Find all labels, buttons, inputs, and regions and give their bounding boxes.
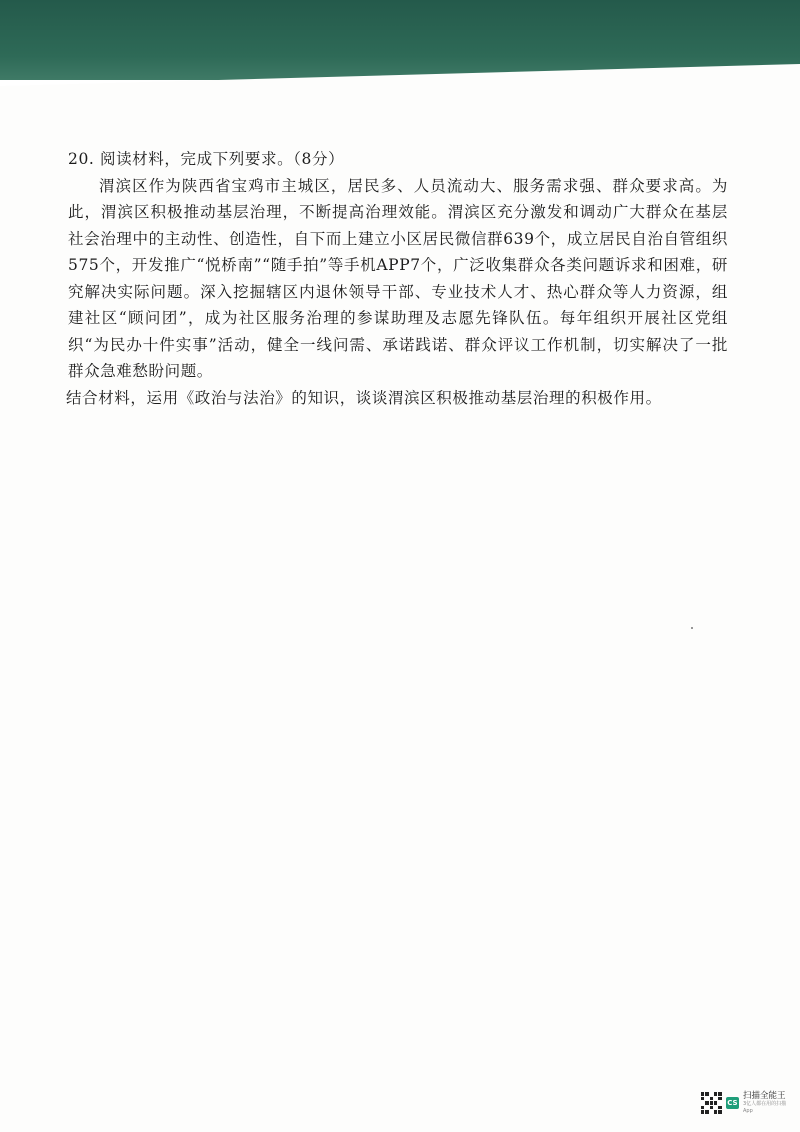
cs-logo: CS — [727, 1099, 738, 1107]
material-paragraph: 渭滨区作为陕西省宝鸡市主城区，居民多、人员流动大、服务需求强、群众要求高。为此，渭滨区积极推动基层治理，不断提高治理效能。渭滨区充分激发和调动广大群众在基层社会治理中的主动性、创造性，自下而上建立小区居民微信群639个，成立居民自治自管组织575个，开发推广“悦桥南”“随手拍”等手机APP7个，广泛收集群众各类问题诉求和困难，研究解决实际问题。深入挖掘辖区内退休领导干部、专业技术人才、热心群众等人力资源，组建社区“顾问团”，成为社区服务治理的参谋助理及志愿先锋队伍。每年组织开展社区党组织“为民办十件实事”活动，健全一线问需、承诺践诺、群众评议工作机制，切实解决了一批群众急难愁盼问题。 — [68, 176, 728, 380]
question-task: 结合材料，运用《政治与法治》的知识，谈谈渭滨区积极推动基层治理的积极作用。 — [66, 388, 662, 407]
scanner-text — [743, 1091, 793, 1115]
scanner-name: 扫描全能王 — [743, 1091, 786, 1101]
scanner-watermark — [701, 1087, 793, 1119]
scan-speck — [691, 627, 693, 629]
scanner-subtitle: 3亿人都在用的扫描App — [743, 1101, 787, 1114]
qr-code-icon — [701, 1092, 722, 1114]
question-20 — [68, 146, 728, 411]
question-heading: 20. 阅读材料，完成下列要求。（8分） — [68, 150, 345, 168]
